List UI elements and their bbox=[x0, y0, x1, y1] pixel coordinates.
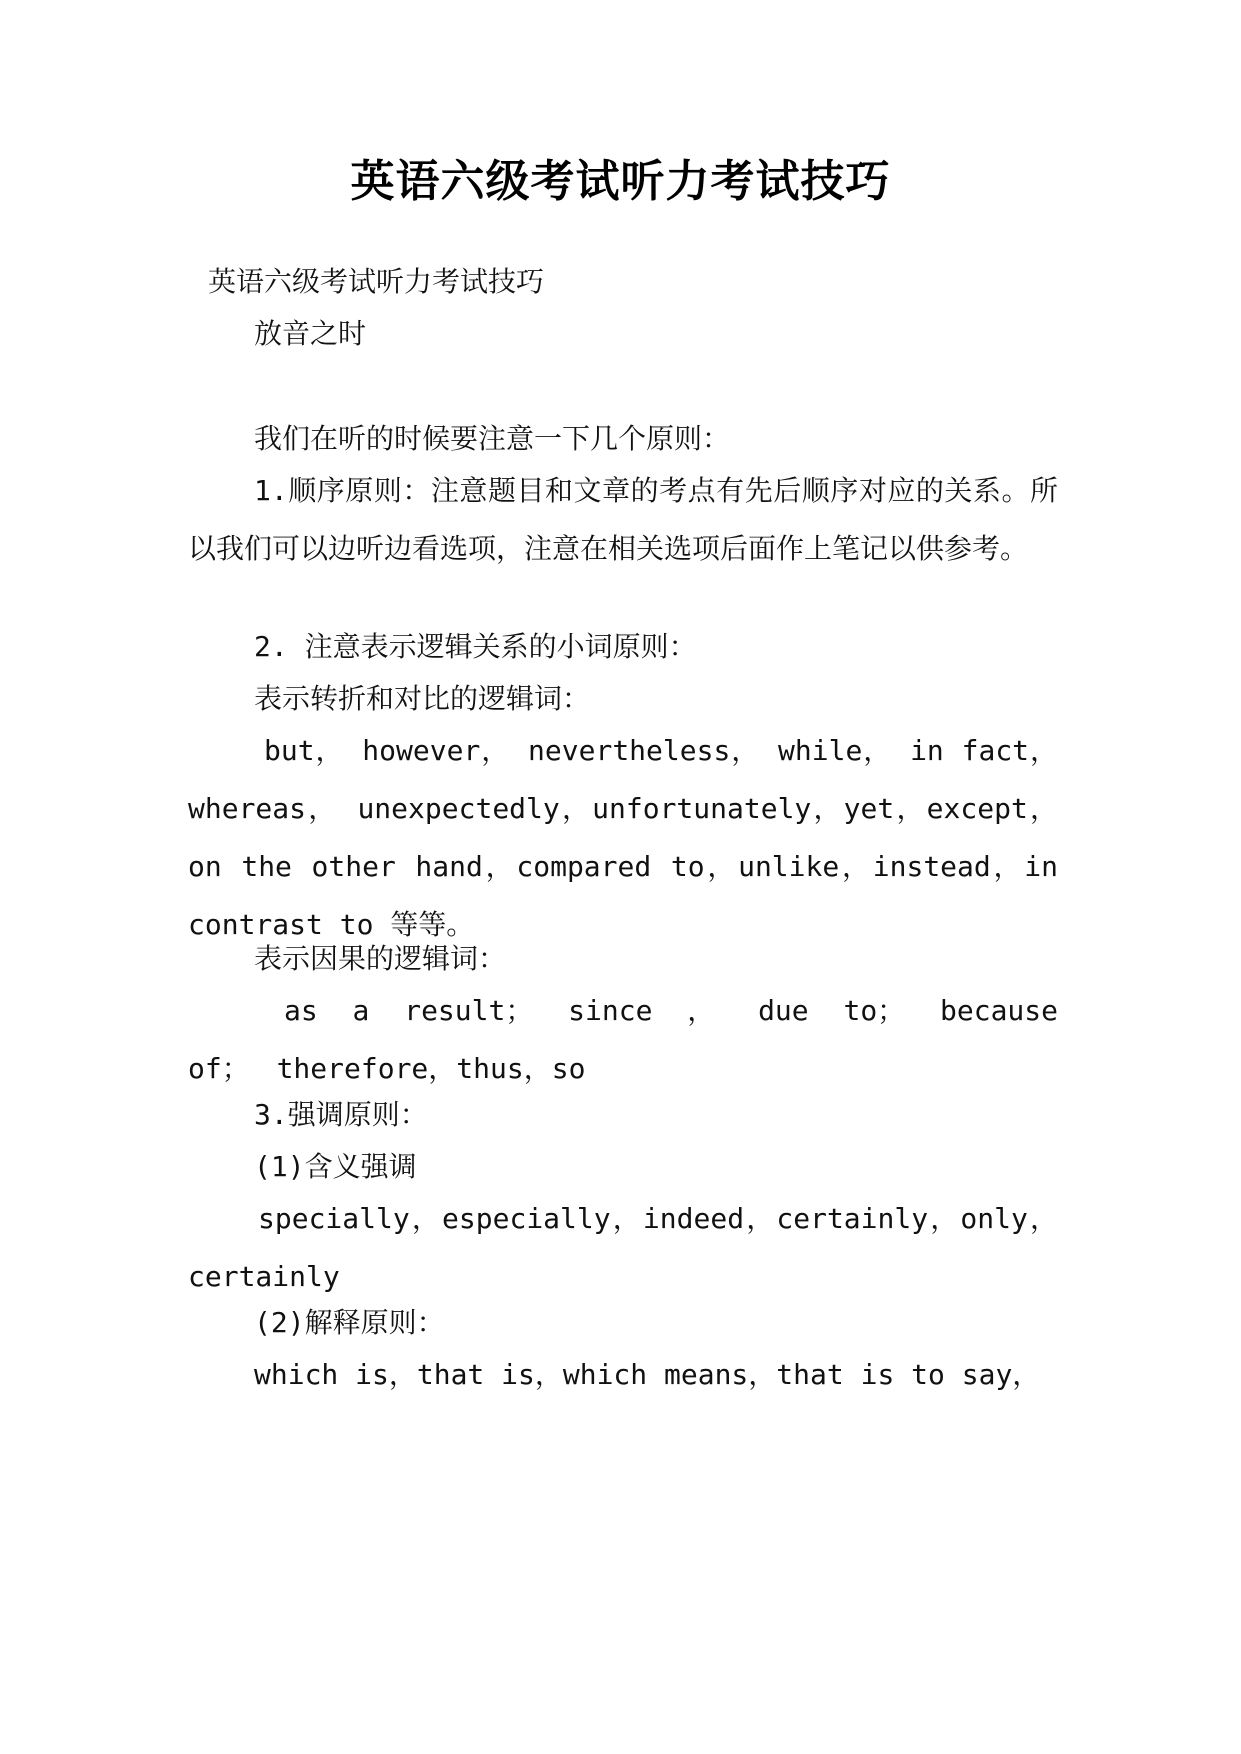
paragraph-intro: 我们在听的时候要注意一下几个原则： bbox=[254, 422, 731, 455]
paragraph-explanation-heading: (2)解释原则： bbox=[254, 1306, 445, 1339]
paragraph-cause-words: as a result； since ， due to； because of； therefore，thus，so bbox=[188, 994, 1058, 1085]
paragraph-explanation-words: which is，that is，which means，that is to say， bbox=[254, 1358, 1041, 1391]
page-title: 英语六级考试听力考试技巧 bbox=[350, 156, 891, 207]
paragraph-emphasis-heading: (1)含义强调 bbox=[254, 1150, 417, 1183]
subtitle-line: 英语六级考试听力考试技巧 bbox=[208, 265, 545, 298]
paragraph-rule-3: 3.强调原则： bbox=[254, 1098, 428, 1131]
paragraph-rule-2: 2. 注意表示逻辑关系的小词原则： bbox=[254, 630, 697, 663]
paragraph-rule-1: 1.顺序原则：注意题目和文章的考点有先后顺序对应的关系。所以我们可以边听边看选项，注意在相关选项后面作上笔记以供参考。 bbox=[188, 474, 1058, 565]
section-heading: 放音之时 bbox=[254, 317, 367, 350]
paragraph-cause-heading: 表示因果的逻辑词： bbox=[254, 942, 507, 975]
paragraph-contrast-words: but， however， nevertheless， while， in fact， whereas， unexpectedly，unfortunately，yet，except，on the other hand，compared to，unlike，instead，in contrast to 等等。 bbox=[188, 734, 1058, 941]
paragraph-contrast-heading: 表示转折和对比的逻辑词： bbox=[254, 682, 591, 715]
paragraph-emphasis-words: specially，especially，indeed，certainly，only，certainly bbox=[188, 1202, 1058, 1293]
